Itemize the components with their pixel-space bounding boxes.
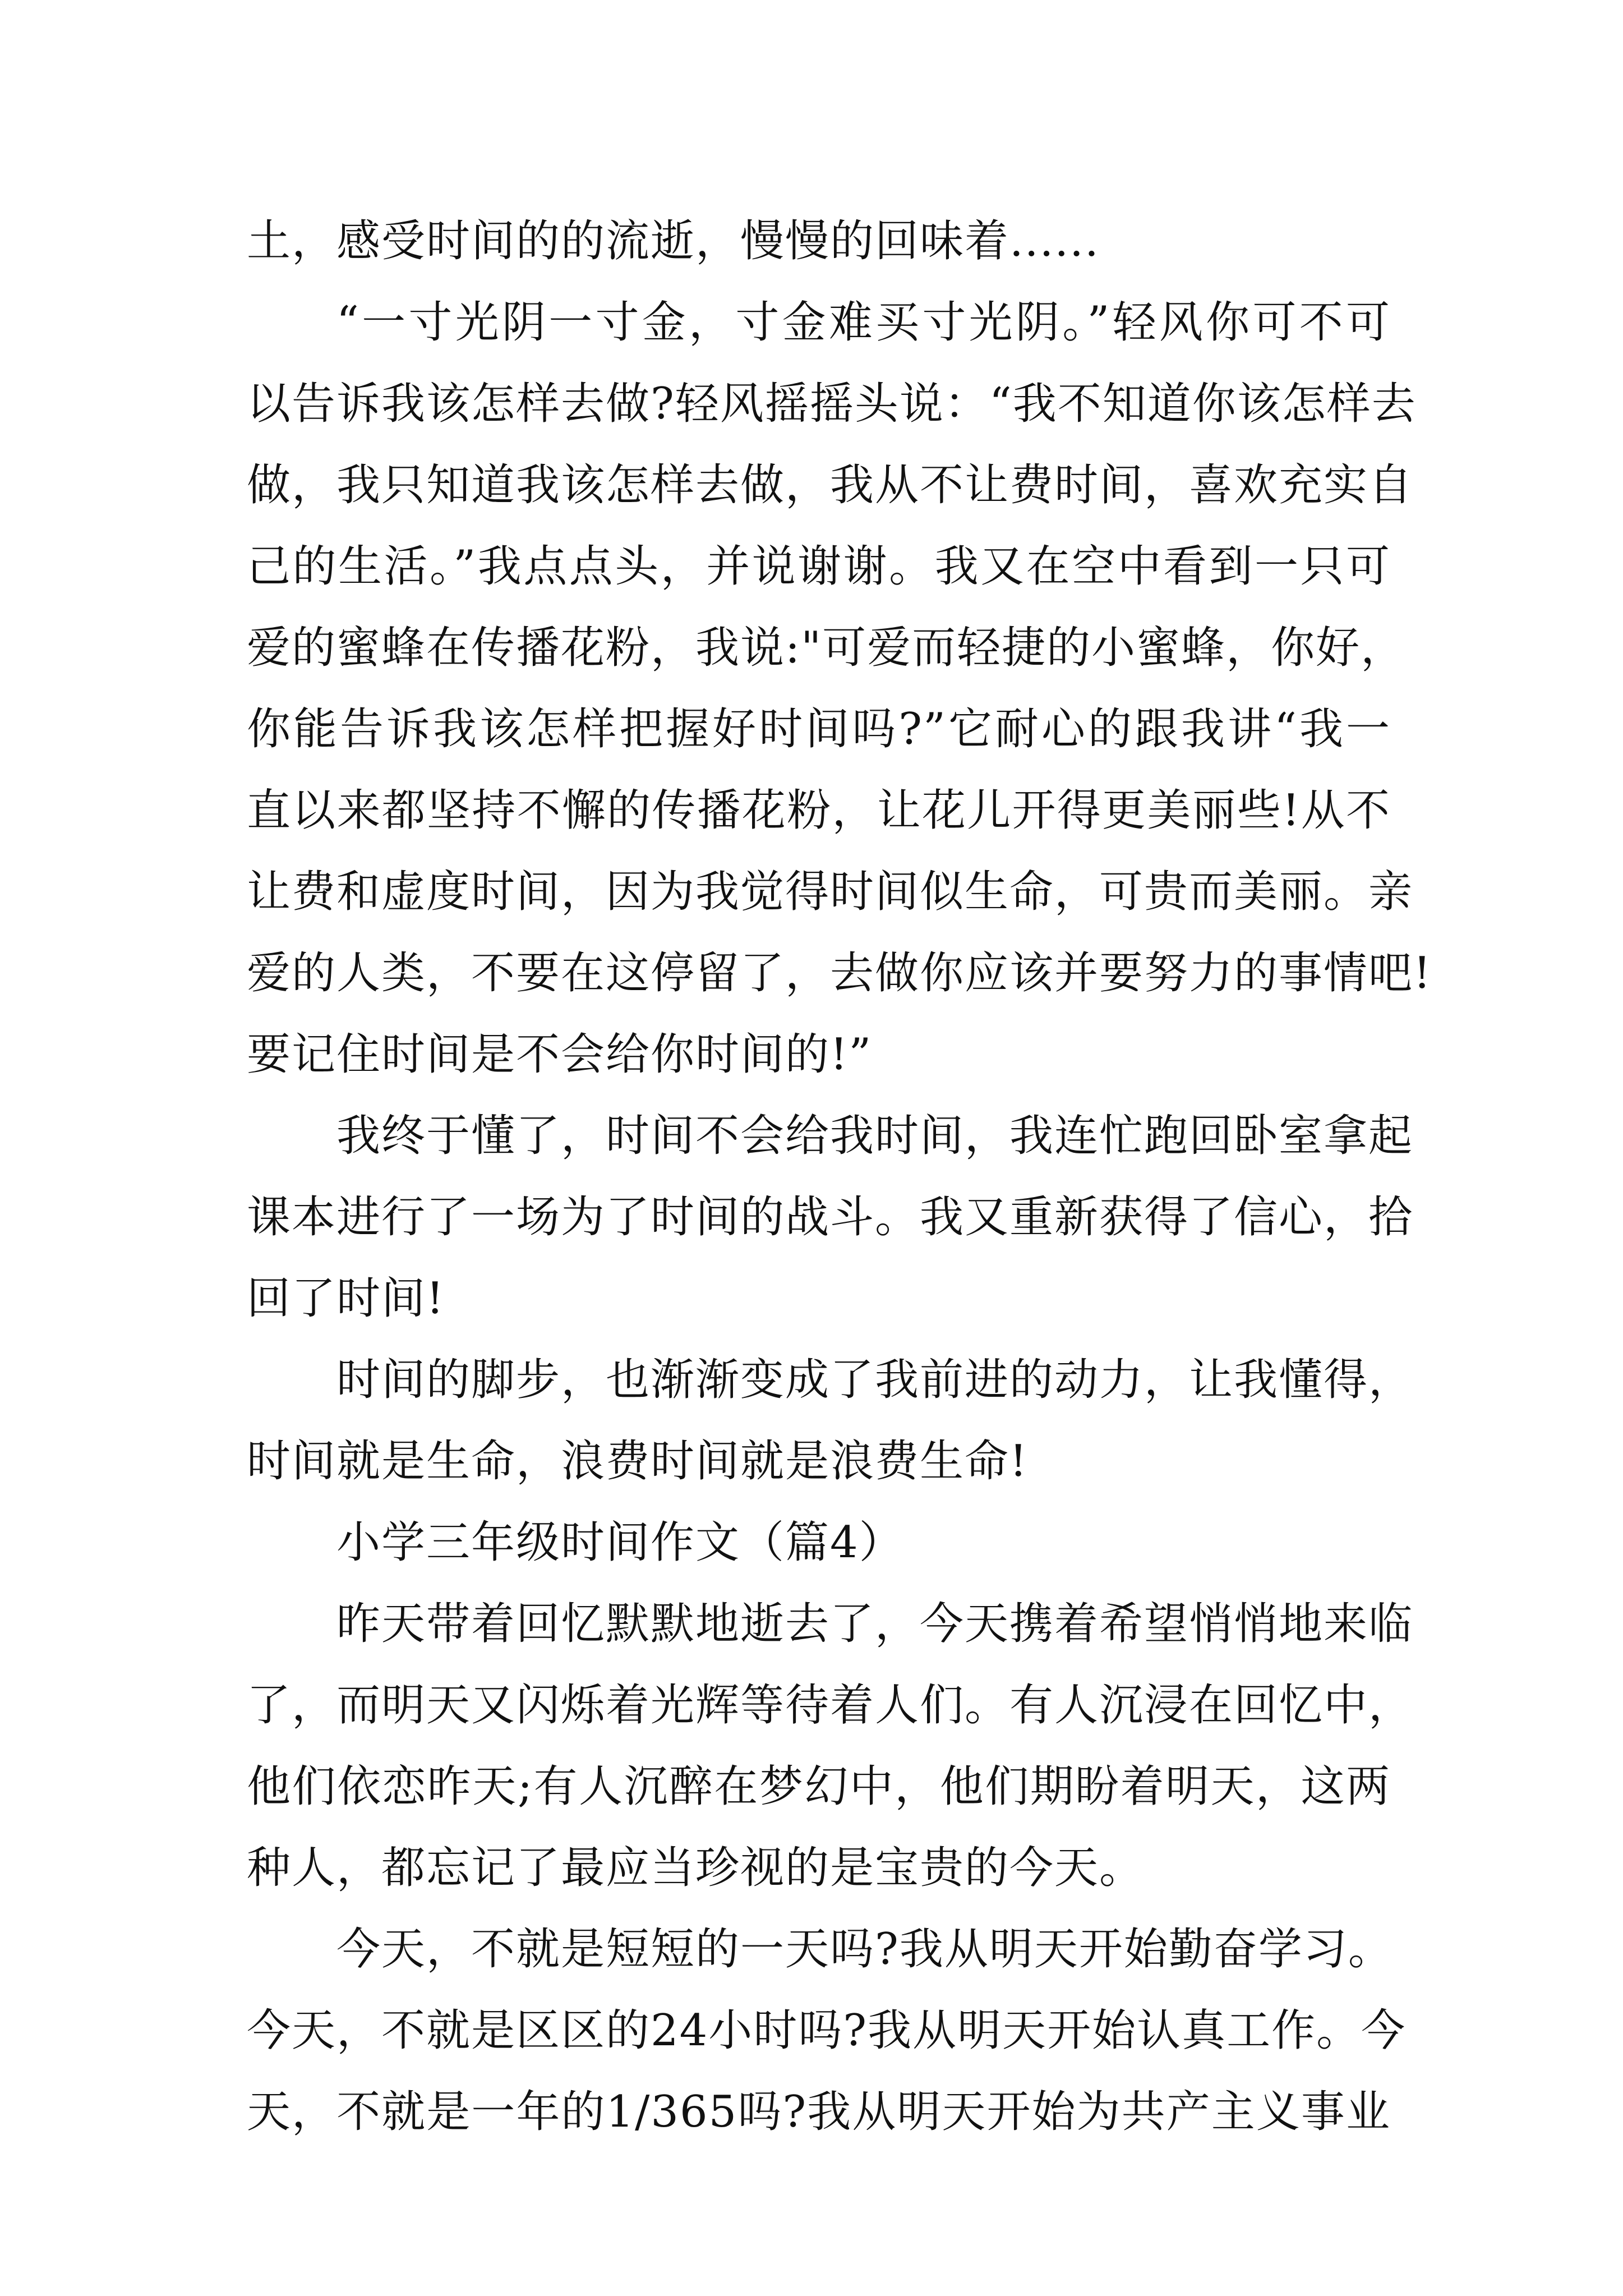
section-heading: 小学三年级时间作文（篇4） [336, 1517, 904, 1568]
paragraph-line: 我终于懂了，时间不会给我时间，我连忙跑回卧室拿起 [336, 1111, 1414, 1161]
paragraph-line: 土，感受时间的的流逝，慢慢的回味着...... [247, 216, 1100, 266]
paragraph-line: 直以来都坚持不懈的传播花粉，让花儿开得更美丽些!从不 [247, 785, 1391, 836]
paragraph-line: 己的生活。”我点点头，并说谢谢。我又在空中看到一只可 [247, 541, 1391, 592]
paragraph-line: 课本进行了一场为了时间的战斗。我又重新获得了信心，拾 [247, 1192, 1414, 1243]
paragraph-line: 种人，都忘记了最应当珍视的是宝贵的今天。 [247, 1843, 1145, 1893]
paragraph-line: 今天，不就是区区的24小时吗?我从明天开始认真工作。今 [247, 2005, 1407, 2056]
paragraph-line: 回了时间! [247, 1273, 445, 1324]
paragraph-line: “一寸光阴一寸金，寸金难买寸光阴。”轻风你可不可 [336, 297, 1391, 348]
paragraph-line: 要记住时间是不会给你时间的!” [247, 1029, 873, 1080]
paragraph-line: 爱的蜜蜂在传播花粉，我说:"可爱而轻捷的小蜜蜂，你好， [247, 623, 1406, 673]
paragraph-line: 今天，不就是短短的一天吗?我从明天开始勤奋学习。 [336, 1924, 1393, 1975]
paragraph-line: 以告诉我该怎样去做?轻风摇摇头说：“我不知道你该怎样去 [247, 379, 1417, 429]
paragraph-line: 爱的人类，不要在这停留了，去做你应该并要努力的事情吧! [247, 948, 1432, 999]
paragraph-line: 时间的脚步，也渐渐变成了我前进的动力，让我懂得， [336, 1355, 1414, 1405]
paragraph-line: 天，不就是一年的1/365吗?我从明天开始为共产主义事业 [247, 2087, 1391, 2137]
paragraph-line: 昨天带着回忆默默地逝去了，今天携着希望悄悄地来临 [336, 1599, 1414, 1649]
paragraph-line: 你能告诉我该怎样把握好时间吗?”它耐心的跟我讲“我一 [247, 704, 1391, 754]
paragraph-line: 了，而明天又闪烁着光辉等待着人们。有人沉浸在回忆中， [247, 1680, 1414, 1731]
paragraph-line: 他们依恋昨天;有人沉醉在梦幻中，他们期盼着明天，这两 [247, 1761, 1391, 1812]
paragraph-line: 时间就是生命，浪费时间就是浪费生命! [247, 1436, 1029, 1487]
paragraph-line: 让费和虚度时间，因为我觉得时间似生命，可贵而美丽。亲 [247, 867, 1414, 917]
paragraph-line: 做，我只知道我该怎样去做，我从不让费时间，喜欢充实自 [247, 460, 1414, 510]
